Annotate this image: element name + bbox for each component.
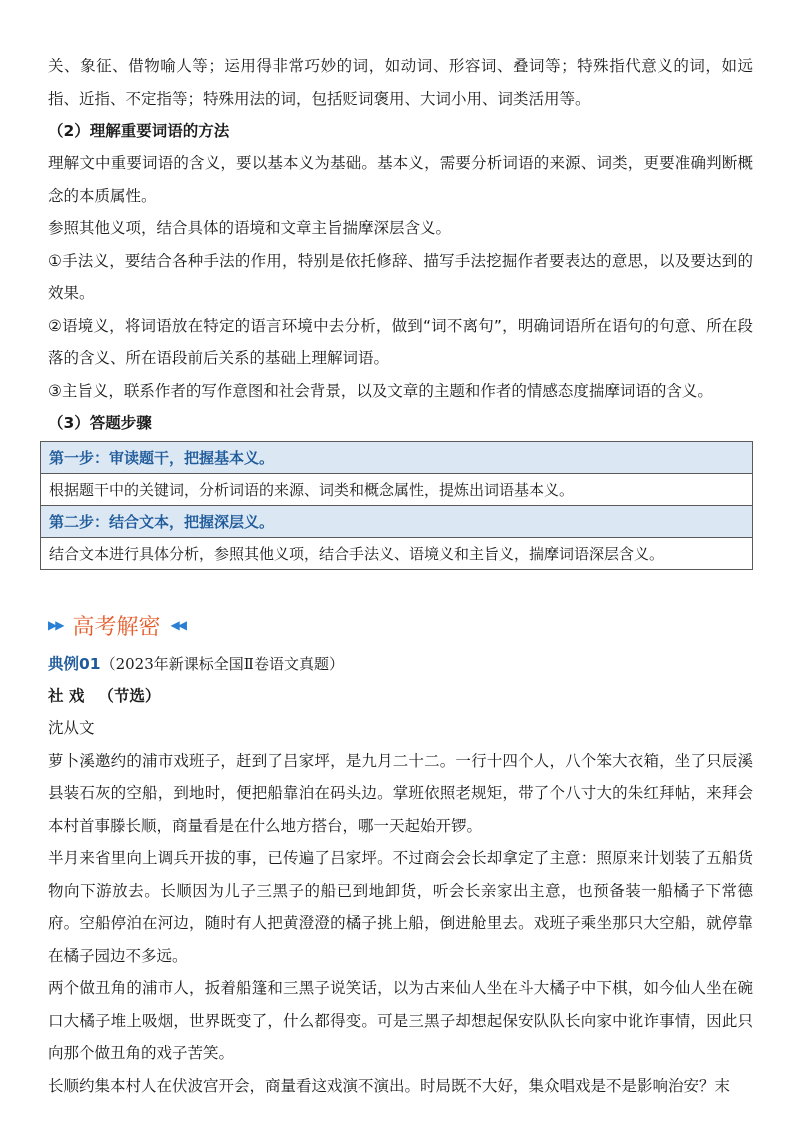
intro-paragraph: 关、象征、借物喻人等；运用得非常巧妙的词，如动词、形容词、叠词等；特殊指代意义的词，如远指、近指、不定指等；特殊用法的词，包括贬词褒用、大词小用、词类活用等。: [48, 57, 753, 108]
table-row: [41, 506, 753, 538]
example-header: [48, 648, 753, 680]
method-paragraph-1: 理解文中重要词语的含义，要以基本义为基础。基本义，需要分析词语的来源、词类，更要准确判断概念的本质属性。: [48, 154, 753, 205]
document-page: [48, 50, 753, 1102]
double-arrow-right-icon: ▶▶: [48, 618, 63, 632]
method-heading: （2）理解重要词语的方法: [48, 122, 230, 140]
method-item-2: ②语境义，将词语放在特定的语言环境中去分析，做到“词不离句”，明确词语所在语句的句意、所在段落的含义、所在语段前后关系的基础上理解词语。: [48, 316, 753, 367]
story-paragraph-1: 萝卜溪邀约的浦市戏班子，赶到了吕家坪，是九月二十二。一行十四个人，八个笨大衣箱，坐了只辰溪县装石灰的空船，到地时，便把船靠泊在码头边。掌班依照老规矩，带了个八寸大的朱红拜帖，来拜会本村首事滕长顺，商量看是在什么地方搭台，哪一天起始开锣。: [48, 751, 753, 835]
steps-table: [40, 441, 753, 570]
method-paragraph-2: 参照其他义项，结合具体的语境和文章主旨揣摩深层含义。: [48, 219, 452, 237]
text-title-line: [48, 680, 753, 712]
section-title: 高考解密: [72, 614, 161, 640]
step-2-title: 第二步：结合文本，把握深层义。: [41, 506, 753, 538]
method-item-3: ③主旨义，联系作者的写作意图和社会背景，以及文章的主题和作者的情感态度揣摩词语的含义。: [48, 381, 713, 400]
step-1-body: 根据题干中的关键词，分析词语的来源、词类和概念属性，提炼出词语基本义。: [41, 474, 753, 506]
table-row: [41, 474, 753, 506]
example-label: 典例01: [48, 655, 101, 673]
step-1-title: 第一步：审读题干，把握基本义。: [41, 442, 753, 474]
example-source: （2023年新课标全国Ⅱ卷语文真题）: [100, 655, 344, 673]
double-arrow-left-icon: ◀◀: [170, 618, 185, 632]
method-item-1: ①手法义，要结合各种手法的作用，特别是依托修辞、描写手法挖掘作者要表达的意思，以及要达到的效果。: [48, 251, 753, 302]
story-paragraph-2: 半月来省里向上调兵开拔的事，已传遍了吕家坪。不过商会会长却拿定了主意：照原来计划装了五船货物向下游放去。长顺因为儿子三黑子的船已到地卸货，听会长亲家出主意，也预备装一船橘子下常德府。空船停泊在河边，随时有人把黄澄澄的橘子挑上船，倒进舱里去。戏班子乘坐那只大空船，就停靠在橘子园边不多远。: [48, 849, 753, 965]
story-paragraph-3: 两个做丑角的浦市人，扳着船篷和三黑子说笑话，以为古来仙人坐在斗大橘子中下棋，如今仙人坐在碗口大橘子堆上吸烟，世界既变了，什么都得变。可是三黑子却想起保安队队长向家中讹诈事情，因此只向那个做丑角的戏子苦笑。: [48, 979, 753, 1062]
step-2-body: 结合文本进行具体分析，参照其他义项，结合手法义、语境义和主旨义，揣摩词语深层含义。: [41, 538, 753, 570]
table-row: [41, 538, 753, 570]
author: 沈从文: [48, 719, 95, 737]
steps-heading: （3）答题步骤: [48, 414, 152, 432]
text-subtitle: （节选）: [98, 687, 161, 705]
section-header: [48, 608, 753, 642]
story-paragraph-4: 长顺约集本村人在伏波宫开会，商量看这戏演不演出。时局既不大好，集众唱戏是不是影响治安？末: [48, 1076, 731, 1095]
text-title: 社 戏: [48, 687, 85, 705]
table-row: [41, 442, 753, 474]
